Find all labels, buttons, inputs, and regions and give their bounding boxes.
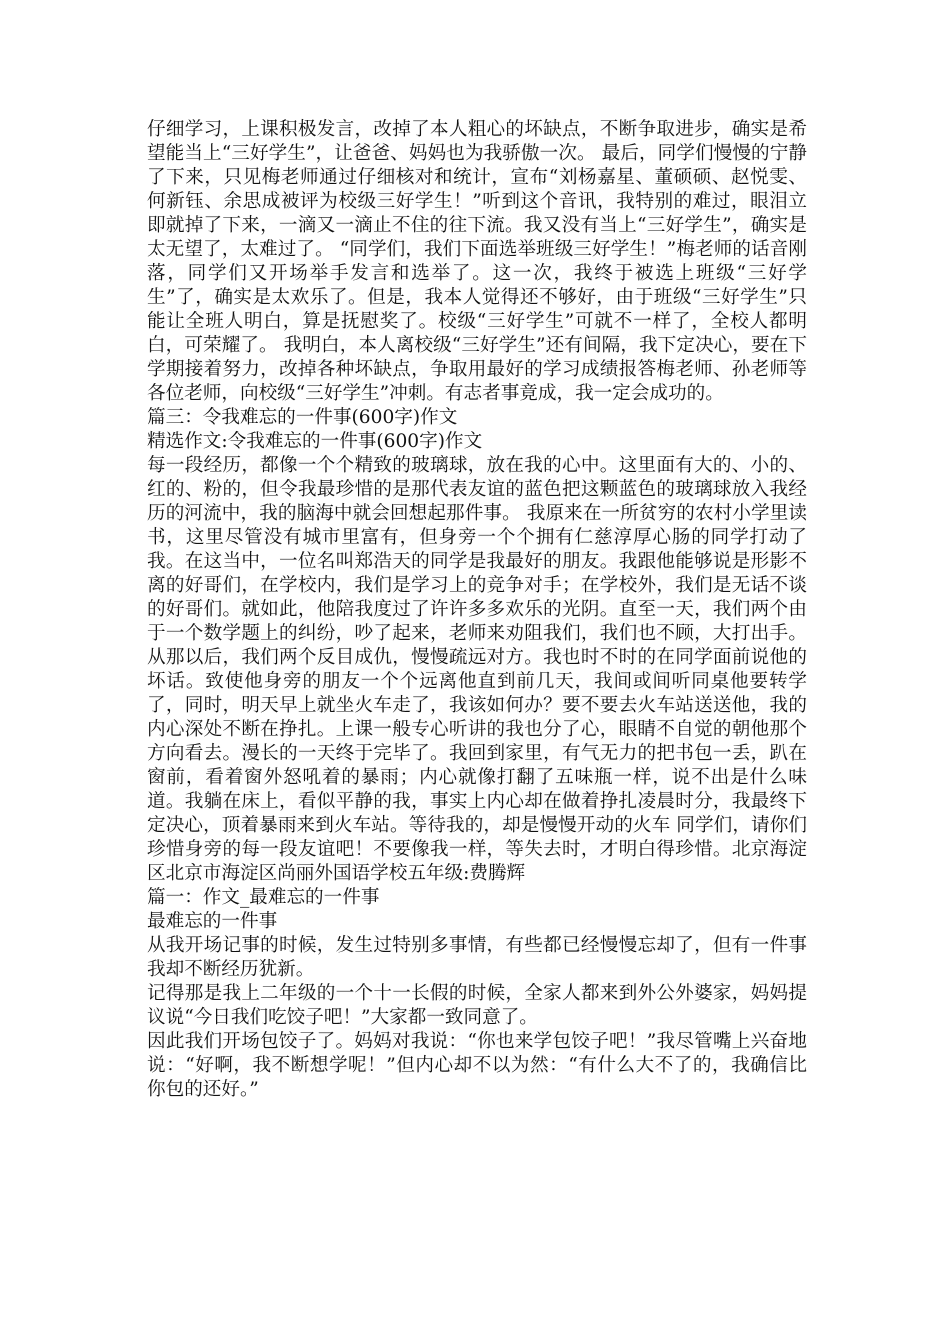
essay-title-most-unforgettable: 最难忘的一件事 [147, 911, 278, 932]
paragraph-making-dumplings: 因此我们开场包饺子了。妈妈对我说：“你也来学包饺子吧！”我尽管嘴上兴奋地说：“好啊，我不断想学呢！”但内心却不以为然：“有什么大不了的，我确信比你包的还好。” [147, 1031, 807, 1100]
essay-title-unforgettable-event: 精选作文:令我难忘的一件事(600字)作文 [147, 431, 483, 452]
document-page [147, 118, 807, 1102]
paragraph-intro-memory: 从我开场记事的时候，发生过特别多事情，有些都已经慢慢忘却了，但有一件事我却不断经历犹新。 [147, 935, 807, 980]
paragraph-holiday-dumplings: 记得那是我上二年级的一个十一长假的时候，全家人都来到外公外婆家，妈妈提议说“今日我们吃饺子吧！”大家都一致同意了。 [147, 983, 807, 1028]
section-heading-part-one: 篇一：作文_最难忘的一件事 [147, 887, 380, 908]
paragraph-friendship-story: 每一段经历，都像一个个精致的玻璃球，放在我的心中。这里面有大的、小的、红的、粉的，但令我最珍惜的是那代表友谊的蓝色把这颗蓝色的玻璃球放入我经历的河流中，我的脑海中就会回想起那件事。 我原来在一所贫穷的农村小学里读书，这里尽管没有城市里富有，但身旁一个个拥有仁慈淳厚心肠的同学打动了我。在这当中，一位名叫郑浩天的同学是我最好的朋友。我跟他能够说是形影不离的好哥们，在学校内，我们是学习上的竞争对手；在学校外，我们是无话不谈的好哥们。就如此，他陪我度过了许许多多欢乐的光阴。直至一天，我们两个由于一个数学题上的纠纷，吵了起来，老师来劝阻我们，我们也不顾，大打出手。从那以后，我们两个反目成仇，慢慢疏远对方。我也时不时的在同学面前说他的坏话。致使他身旁的朋友一个个远离他直到前几天，我间或间听同桌他要转学了，同时，明天早上就坐火车走了，我该如何办？要不要去火车站送送他，我的内心深处不断在挣扎。上课一般专心听讲的我也分了心，眼睛不自觉的朝他那个方向看去。漫长的一天终于完毕了。我回到家里，有气无力的把书包一丢，趴在窗前，看着窗外怒吼着的暴雨；内心就像打翻了五味瓶一样，说不出是什么味道。我躺在床上，看似平静的我，事实上内心却在做着挣扎凌晨时分，我最终下定决心，顶着暴雨来到火车站。等待我的，却是慢慢开动的火车 同学们，请你们珍惜身旁的每一段友谊吧！不要像我一样，等失去时，才明白得珍惜。北京海淀区北京市海淀区尚丽外国语学校五年级:费腾辉 [147, 455, 807, 884]
paragraph-school-merit-student: 仔细学习，上课积极发言，改掉了本人粗心的坏缺点，不断争取进步，确实是希望能当上“三好学生”，让爸爸、妈妈也为我骄傲一次。 最后，同学们慢慢的宁静了下来，只见梅老师通过仔细核对和统计，宣布“刘杨嘉星、董硕硕、赵悦雯、何新钰、余思成被评为校级三好学生！”听到这个音讯，我特别的难过，眼泪立即就掉了下来，一滴又一滴止不住的往下流。我又没有当上“三好学生”，确实是太无望了，太难过了。 “同学们，我们下面选举班级三好学生！”梅老师的话音刚落，同学们又开场举手发言和选举了。这一次，我终于被选上班级“三好学生”了，确实是太欢乐了。但是，我本人觉得还不够好，由于班级“三好学生”只能让全班人明白，算是抚慰奖了。校级“三好学生”可就不一样了，全校人都明白，可荣耀了。 我明白，本人离校级“三好学生”还有间隔，我下定决心，要在下学期接着努力，改掉各种坏缺点，争取用最好的学习成绩报答梅老师、孙老师等各位老师，向校级“三好学生”冲刺。有志者事竟成，我一定会成功的。 [147, 119, 807, 404]
section-heading-part-three: 篇三：令我难忘的一件事(600字)作文 [147, 407, 458, 428]
